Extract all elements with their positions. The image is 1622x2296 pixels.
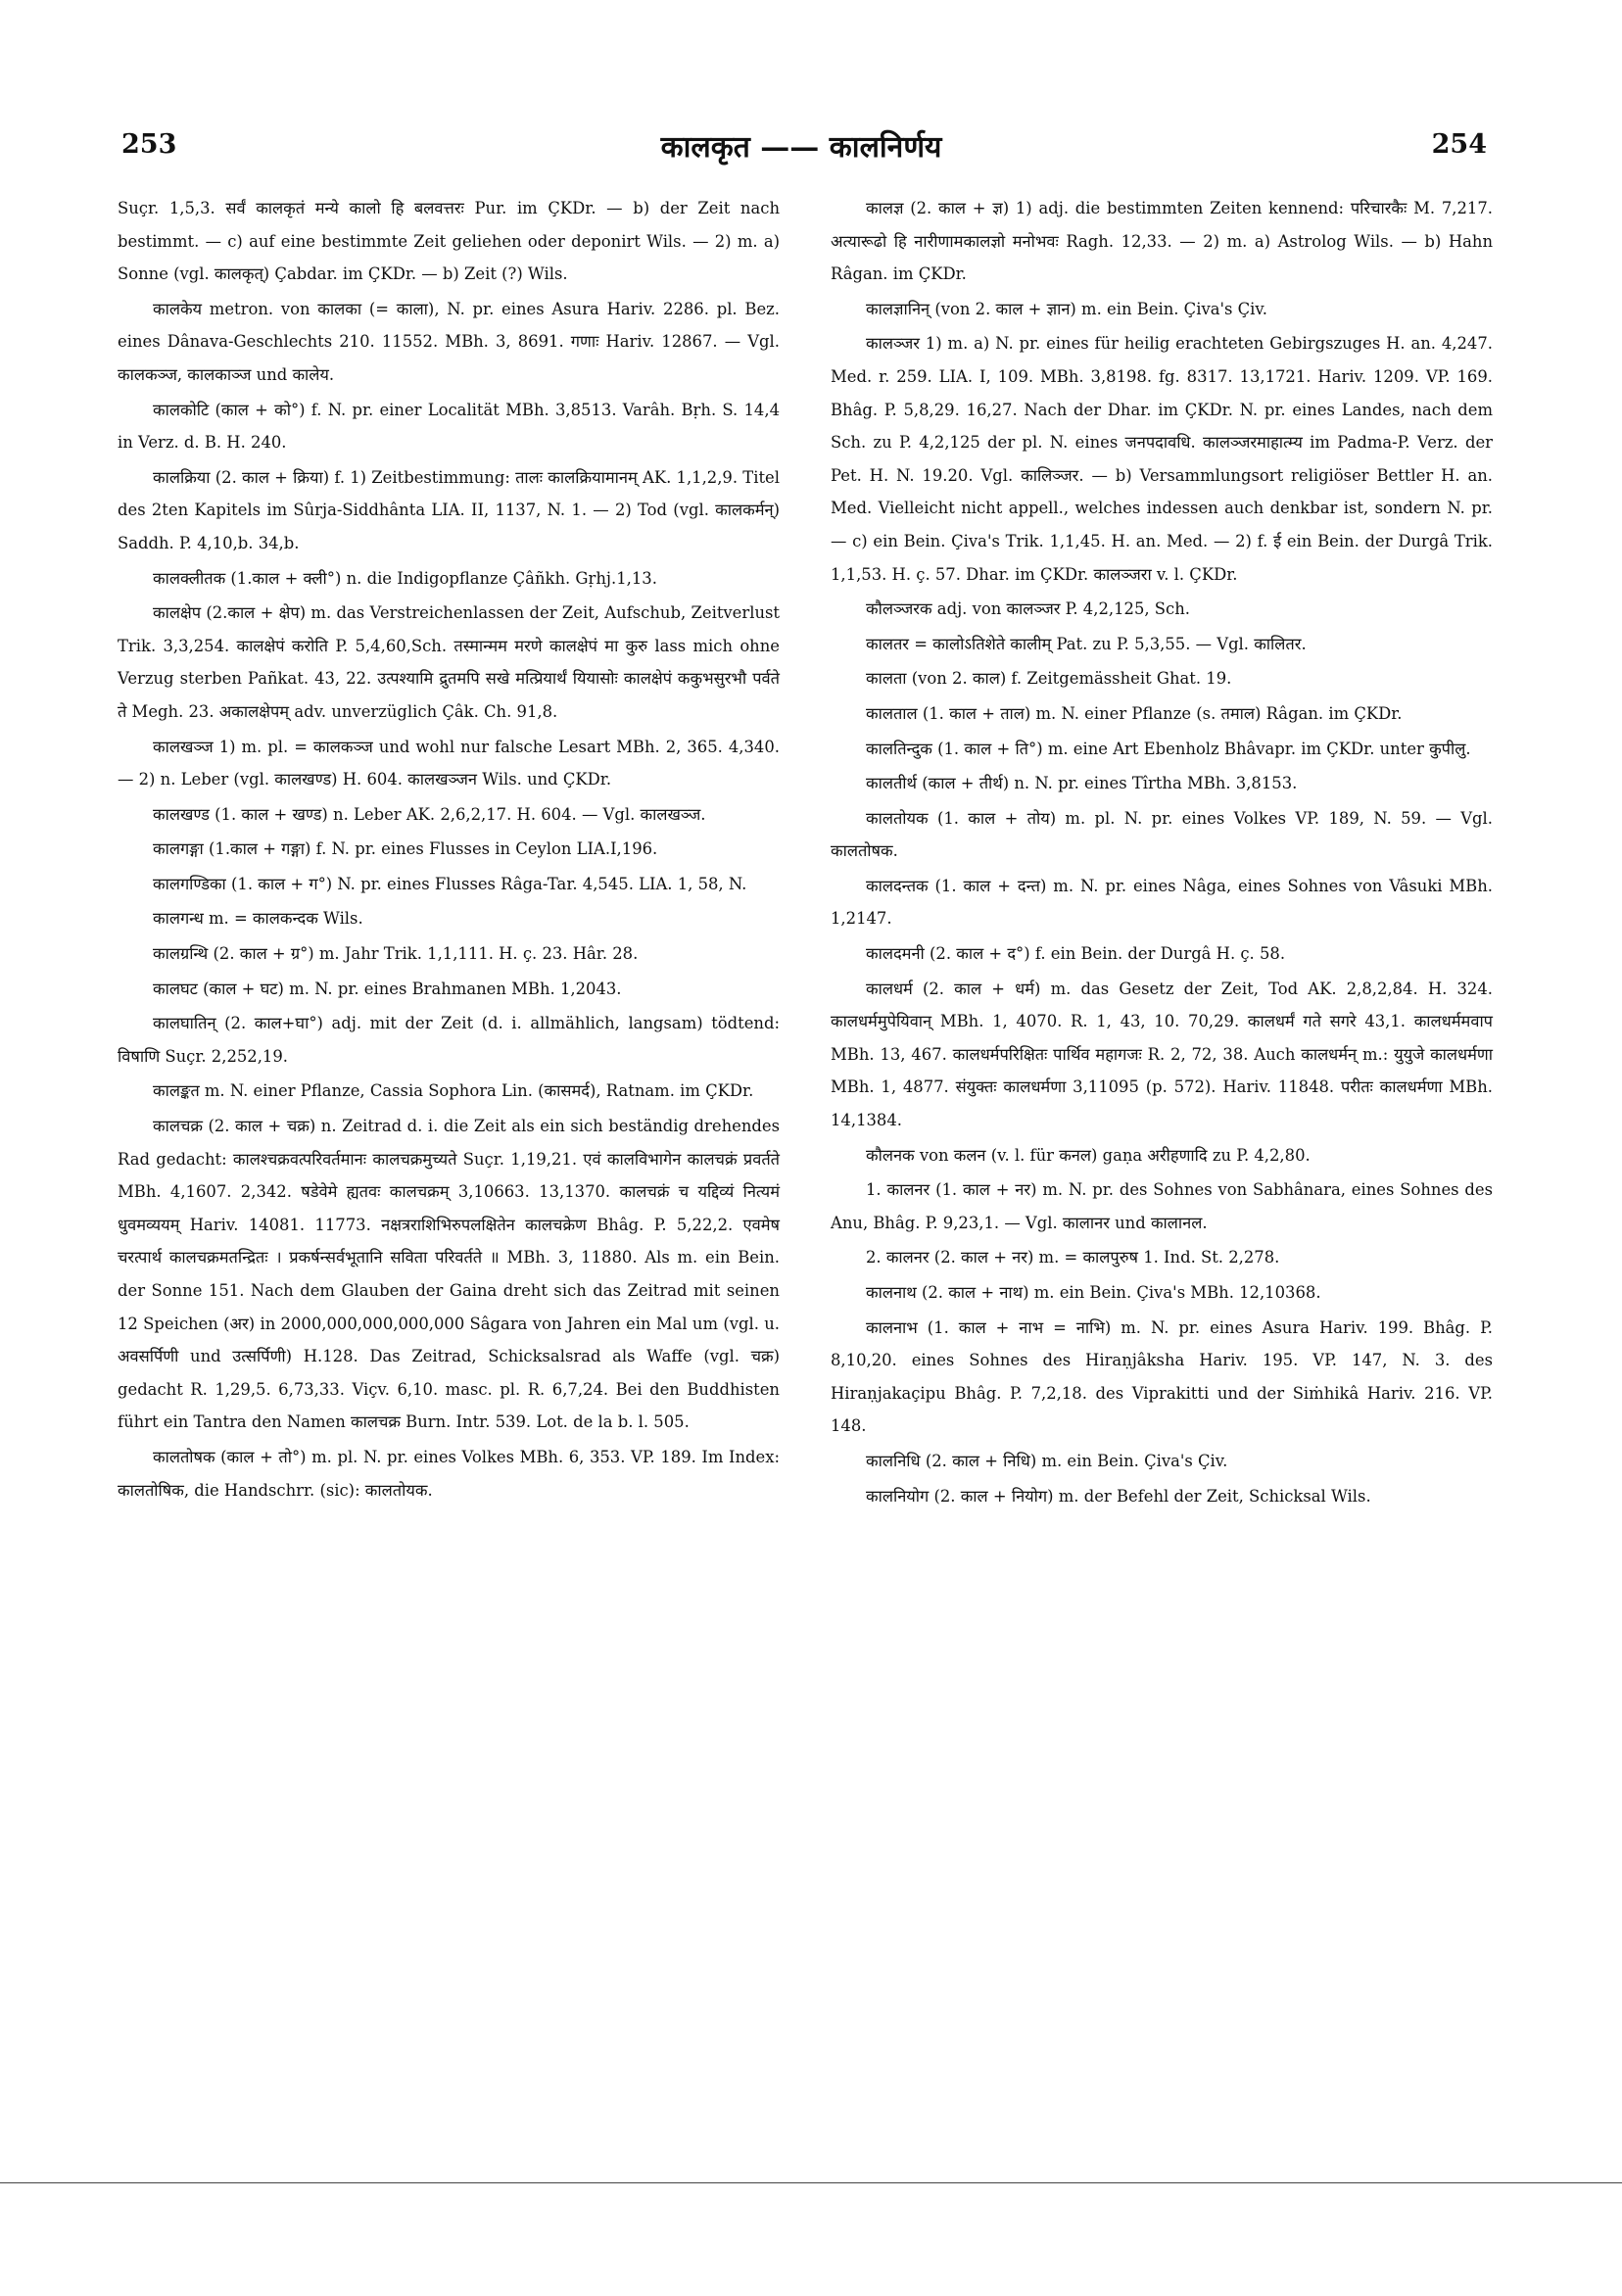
- running-headword: कालकृत —— कालनिर्णय: [660, 130, 942, 165]
- dictionary-entry: कालगण्डिका (1. काल + ग°) N. pr. eines Flusses Râga-Tar. 4,545. LIA. 1, 58, N.: [153, 874, 747, 893]
- page-number-left: 253: [121, 129, 177, 160]
- page-header: [116, 125, 1487, 174]
- dictionary-entry: कालचक्र (2. काल + चक्र) n. Zeitrad d. i. die Zeit als ein sich beständig drehendes Rad gedacht: कालश्चक्रवत्परिवर्तमानः कालचक्रमुच्यते Suçr. 1,19,21. एवं कालविभागेन कालचक्रं प्रवर्तते MBh. 4,1607. 2,342. षडेवेमे ह्यतवः कालचक्रम् 3,10663. 13,1370. कालचक्रं च यद्दिव्यं नित्यमं धुवमव्ययम् Hariv. 14081. 11773. नक्षत्रराशिभिरुपलक्षितेन कालचक्रेण Bhâg. P. 5,22,2. एवमेष चरत्पार्थ कालचक्रमतन्द्रितः । प्रकर्षन्सर्वभूतानि सविता परिवर्तते ॥ MBh. 3, 11880. Als m. ein Bein. der Sonne 151. Nach dem Glauben der Gaina dreht sich das Zeitrad mit seinen 12 Speichen (अर) in 2000,000,000,000,000 Sâgara von Jahren ein Mal um (vgl. u. अवसर्पिणी und उत्सर्पिणी) H.128. Das Zeitrad, Schicksalsrad als Waffe (vgl. चक्र) gedacht R. 1,29,5. 6,73,33. Viçv. 6,10. masc. pl. R. 6,7,24. Bei den Buddhisten führt ein Tantra den Namen कालचक्र Burn. Intr. 539. Lot. de la b. l. 505.: [118, 1117, 780, 1432]
- dictionary-entry: कालनिधि (2. काल + निधि) m. ein Bein. Çiva's Çiv.: [866, 1451, 1228, 1470]
- dictionary-entry: कालनाथ (2. काल + नाथ) m. ein Bein. Çiva's MBh. 12,10368.: [866, 1283, 1321, 1302]
- dictionary-entry: कालनियोग (2. काल + नियोग) m. der Befehl der Zeit, Schicksal Wils.: [866, 1486, 1371, 1506]
- dictionary-entry: कालकेय metron. von कालका (= काला), N. pr. eines Asura Hariv. 2286. pl. Bez. eines Dânava-Geschlechts 210. 11552. MBh. 3, 8691. गणाः Hariv. 12867. — Vgl. कालकञ्ज, कालकाञ्ज und कालेय.: [118, 299, 780, 384]
- dictionary-entry: 2. कालनर (2. काल + नर) m. = कालपुरुष 1. Ind. St. 2,278.: [866, 1248, 1280, 1268]
- dictionary-entry: कालतीर्थ (काल + तीर्थ) n. N. pr. eines Tîrtha MBh. 3,8153.: [866, 774, 1298, 793]
- dictionary-entry: कालघातिन् (2. काल+घा°) adj. mit der Zeit (d. i. allmählich, langsam) tödtend: विषाणि Suçr. 2,252,19.: [118, 1014, 780, 1066]
- dictionary-entry: Suçr. 1,5,3. सर्वं कालकृतं मन्ये कालो हि बलवत्तरः Pur. im ÇKDr. — b) der Zeit nach bestimmt. — c) auf eine bestimmte Zeit geliehen oder deponirt Wils. — 2) m. a) Sonne (vgl. कालकृत्) Çabdar. im ÇKDr. — b) Zeit (?) Wils.: [118, 199, 780, 284]
- dictionary-entry: कालदन्तक (1. काल + दन्त) m. N. pr. eines Nâga, eines Sohnes von Vâsuki MBh. 1,2147.: [831, 876, 1493, 929]
- dictionary-entry: कालगङ्गा (1.काल + गङ्गा) f. N. pr. eines Flusses in Ceylon LIA.I,196.: [153, 839, 658, 859]
- page-number-right: 254: [1431, 129, 1487, 160]
- dictionary-entry: कौलञ्जरक adj. von कालञ्जर P. 4,2,125, Sch.: [866, 599, 1190, 619]
- dictionary-entry: कालक्रिया (2. काल + क्रिया) f. 1) Zeitbestimmung: तालः कालक्रियामानम् AK. 1,1,2,9. Titel des 2ten Kapitels im Sûrja-Siddhânta LIA. II, 1137, N. 1. — 2) Tod (vgl. कालकर्मन्) Saddh. P. 4,10,b. 34,b.: [118, 467, 780, 552]
- dictionary-entry: कालनाभ (1. काल + नाभ = नाभि) m. N. pr. eines Asura Hariv. 199. Bhâg. P. 8,10,20. eines Sohnes des Hiraṇjâksha Hariv. 195. VP. 147, N. 3. des Hiraṇjakaçipu Bhâg. P. 7,2,18. des Viprakitti und der Siṁhikâ Hariv. 216. VP. 148.: [831, 1317, 1493, 1436]
- dictionary-entry: कालदमनी (2. काल + द°) f. ein Bein. der Durgâ H. ç. 58.: [866, 944, 1286, 964]
- dictionary-entry: कालखञ्ज 1) m. pl. = कालकञ्ज und wohl nur falsche Lesart MBh. 2, 365. 4,340. — 2) n. Leber (vgl. कालखण्ड) H. 604. कालखञ्जन Wils. und ÇKDr.: [118, 737, 780, 789]
- dictionary-entry: कालता (von 2. काल) f. Zeitgemässheit Ghat. 19.: [866, 669, 1232, 689]
- dictionary-entry: कालज्ञानिन् (von 2. काल + ज्ञान) m. ein Bein. Çiva's Çiv.: [866, 299, 1267, 318]
- dictionary-entry: कालतर = कालोऽतिशेते कालीम् Pat. zu P. 5,3,55. — Vgl. कालितर.: [866, 634, 1307, 653]
- dictionary-entry: कालघट (काल + घट) m. N. pr. eines Brahmanen MBh. 1,2043.: [153, 979, 622, 998]
- right-column: [831, 192, 1493, 1514]
- dictionary-entry: कालतोषक (काल + तो°) m. pl. N. pr. eines Volkes MBh. 6, 353. VP. 189. Im Index: कालतोषिक, die Handschrr. (sic): कालतोयक.: [118, 1447, 780, 1500]
- dictionary-entry: कालङ्कत m. N. einer Pflanze, Cassia Sophora Lin. (कासमर्द), Ratnam. im ÇKDr.: [153, 1081, 754, 1101]
- dictionary-entry: कौलनक von कलन (v. l. für कनल) gaṇa अरीहणादि zu P. 4,2,80.: [866, 1145, 1311, 1165]
- dictionary-entry: कालधर्म (2. काल + धर्म) m. das Gesetz der Zeit, Tod AK. 2,8,2,84. H. 324. कालधर्ममुपेयिवान् MBh. 1, 4070. R. 1, 43, 10. 70,29. कालधर्मं गते सगरे 43,1. कालधर्ममवाप MBh. 13, 467. कालधर्मपरिक्षितः पार्थिव महागजः R. 2, 72, 38. Auch कालधर्मन् m.: युयुजे कालधर्मणा MBh. 1, 4877. संयुक्तः कालधर्मणा 3,11095 (p. 572). Hariv. 11848. परीतः कालधर्मणा MBh. 14,1384.: [831, 979, 1493, 1130]
- dictionary-entry: कालकोटि (काल + को°) f. N. pr. einer Localität MBh. 3,8513. Varâh. Bṛh. S. 14,4 in Verz. d. B. H. 240.: [118, 400, 780, 453]
- dictionary-entry: कालञ्जर 1) m. a) N. pr. eines für heilig erachteten Gebirgszuges H. an. 4,247. Med. r. 259. LIA. I, 109. MBh. 3,8198. fg. 8317. 13,1721. Hariv. 1209. VP. 169. Bhâg. P. 5,8,29. 16,27. Nach der Dhar. im ÇKDr. N. pr. eines Landes, nach dem Sch. zu P. 4,2,125 der pl. N. eines जनपदावधि. कालञ्जरमाहात्म्य im Padma-P. Verz. der Pet. H. N. 19.20. Vgl. कालिञ्जर. — b) Versammlungsort religiöser Bettler H. an. Med. Vielleicht nicht appell., welches indessen auch denkbar ist, sondern N. pr. — c) ein Bein. Çiva's Trik. 1,1,45. H. an. Med. — 2) f. ई ein Bein. der Durgâ Trik. 1,1,53. H. ç. 57. Dhar. im ÇKDr. कालञ्जरा v. l. ÇKDr.: [831, 334, 1493, 584]
- footer-rule: [0, 2182, 1622, 2183]
- dictionary-entry: 1. कालनर (1. काल + नर) m. N. pr. des Sohnes von Sabhânara, eines Sohnes des Anu, Bhâg. P. 9,23,1. — Vgl. कालानर und कालानल.: [831, 1180, 1493, 1232]
- dictionary-entry: कालतिन्दुक (1. काल + ति°) m. eine Art Ebenholz Bhâvapr. im ÇKDr. unter कुपीलु.: [866, 739, 1471, 758]
- dictionary-entry: कालक्लीतक (1.काल + क्ली°) n. die Indigopflanze Çâñkh. Gṛhj.1,13.: [153, 568, 657, 588]
- dictionary-entry: कालतोयक (1. काल + तोय) m. pl. N. pr. eines Volkes VP. 189, N. 59. — Vgl. कालतोषक.: [831, 808, 1493, 861]
- left-column: [118, 192, 780, 1508]
- dictionary-entry: कालग्रन्थि (2. काल + ग्र°) m. Jahr Trik. 1,1,111. H. ç. 23. Hâr. 28.: [153, 944, 639, 964]
- dictionary-entry: कालताल (1. काल + ताल) m. N. einer Pflanze (s. तमाल) Râgan. im ÇKDr.: [866, 703, 1403, 723]
- dictionary-entry: कालखण्ड (1. काल + खण्ड) n. Leber AK. 2,6,2,17. H. 604. — Vgl. कालखञ्ज.: [153, 804, 706, 824]
- dictionary-entry: कालगन्ध m. = कालकन्दक Wils.: [153, 909, 363, 929]
- dictionary-entry: कालक्षेप (2.काल + क्षेप) m. das Verstreichenlassen der Zeit, Aufschub, Zeitverlust Trik. 3,3,254. कालक्षेपं करोति P. 5,4,60,Sch. तस्मान्मम मरणे कालक्षेपं मा कुरु lass mich ohne Verzug sterben Pañkat. 43, 22. उत्पश्यामि द्रुतमपि सखे मत्प्रियार्थं यियासोः कालक्षेपं ककुभसुरभौ पर्वते ते Megh. 23. अकालक्षेपम् adv. unverzüglich Çâk. Ch. 91,8.: [118, 603, 780, 721]
- dictionary-entry: कालज्ञ (2. काल + ज्ञ) 1) adj. die bestimmten Zeiten kennend: परिचारकैः M. 7,217. अत्यारूढो हि नारीणामकालज्ञो मनोभवः Ragh. 12,33. — 2) m. a) Astrolog Wils. — b) Hahn Râgan. im ÇKDr.: [831, 199, 1493, 284]
